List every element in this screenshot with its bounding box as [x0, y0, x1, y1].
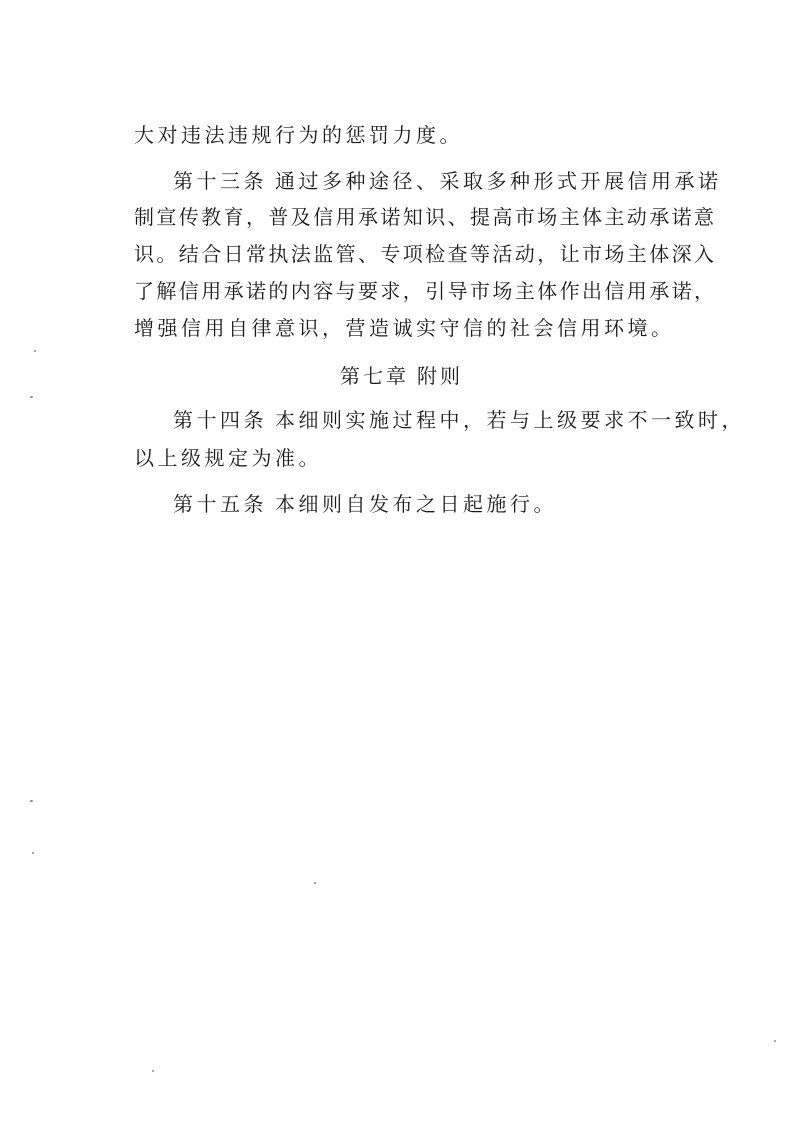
scan-speck [30, 800, 33, 802]
paragraph-text: 大对违法违规行为的惩罚力度。 [134, 123, 463, 147]
chapter-7-heading [340, 364, 463, 388]
article-15-text: 本细则自发布之日起施行。 [275, 492, 557, 516]
article-14-label: 第十四条 [173, 408, 267, 432]
article-14-line-1 [173, 408, 745, 432]
scan-speck [774, 1040, 776, 1042]
article-15-label: 第十五条 [173, 492, 267, 516]
scan-speck [32, 852, 34, 854]
article-13-line-2: 制宣传教育，普及信用承诺知识、提高市场主体主动承诺意 [134, 205, 717, 229]
chapter-7-title: 附则 [417, 364, 463, 388]
scan-speck [30, 396, 33, 398]
article-13-line-3: 识。结合日常执法监管、专项检查等活动，让市场主体深入 [134, 242, 717, 266]
article-13-label: 第十三条 [173, 169, 267, 193]
paragraph-continuation [134, 123, 463, 147]
chapter-7-label: 第七章 [340, 364, 409, 388]
scan-speck [152, 1070, 154, 1072]
article-14-text: 本细则实施过程中，若与上级要求不一致时， [275, 408, 745, 432]
article-13-line-1 [173, 169, 722, 193]
scan-speck [34, 350, 36, 352]
article-14-line-2: 以上级规定为准。 [134, 446, 322, 470]
article-13-text: 通过多种途径、采取多种形式开展信用承诺 [275, 169, 722, 193]
scan-speck [314, 882, 316, 884]
article-13-line-4: 了解信用承诺的内容与要求，引导市场主体作出信用承诺， [134, 279, 717, 303]
article-15-line-1 [173, 492, 557, 516]
article-13-line-5: 增强信用自律意识，营造诚实守信的社会信用环境。 [134, 316, 675, 340]
